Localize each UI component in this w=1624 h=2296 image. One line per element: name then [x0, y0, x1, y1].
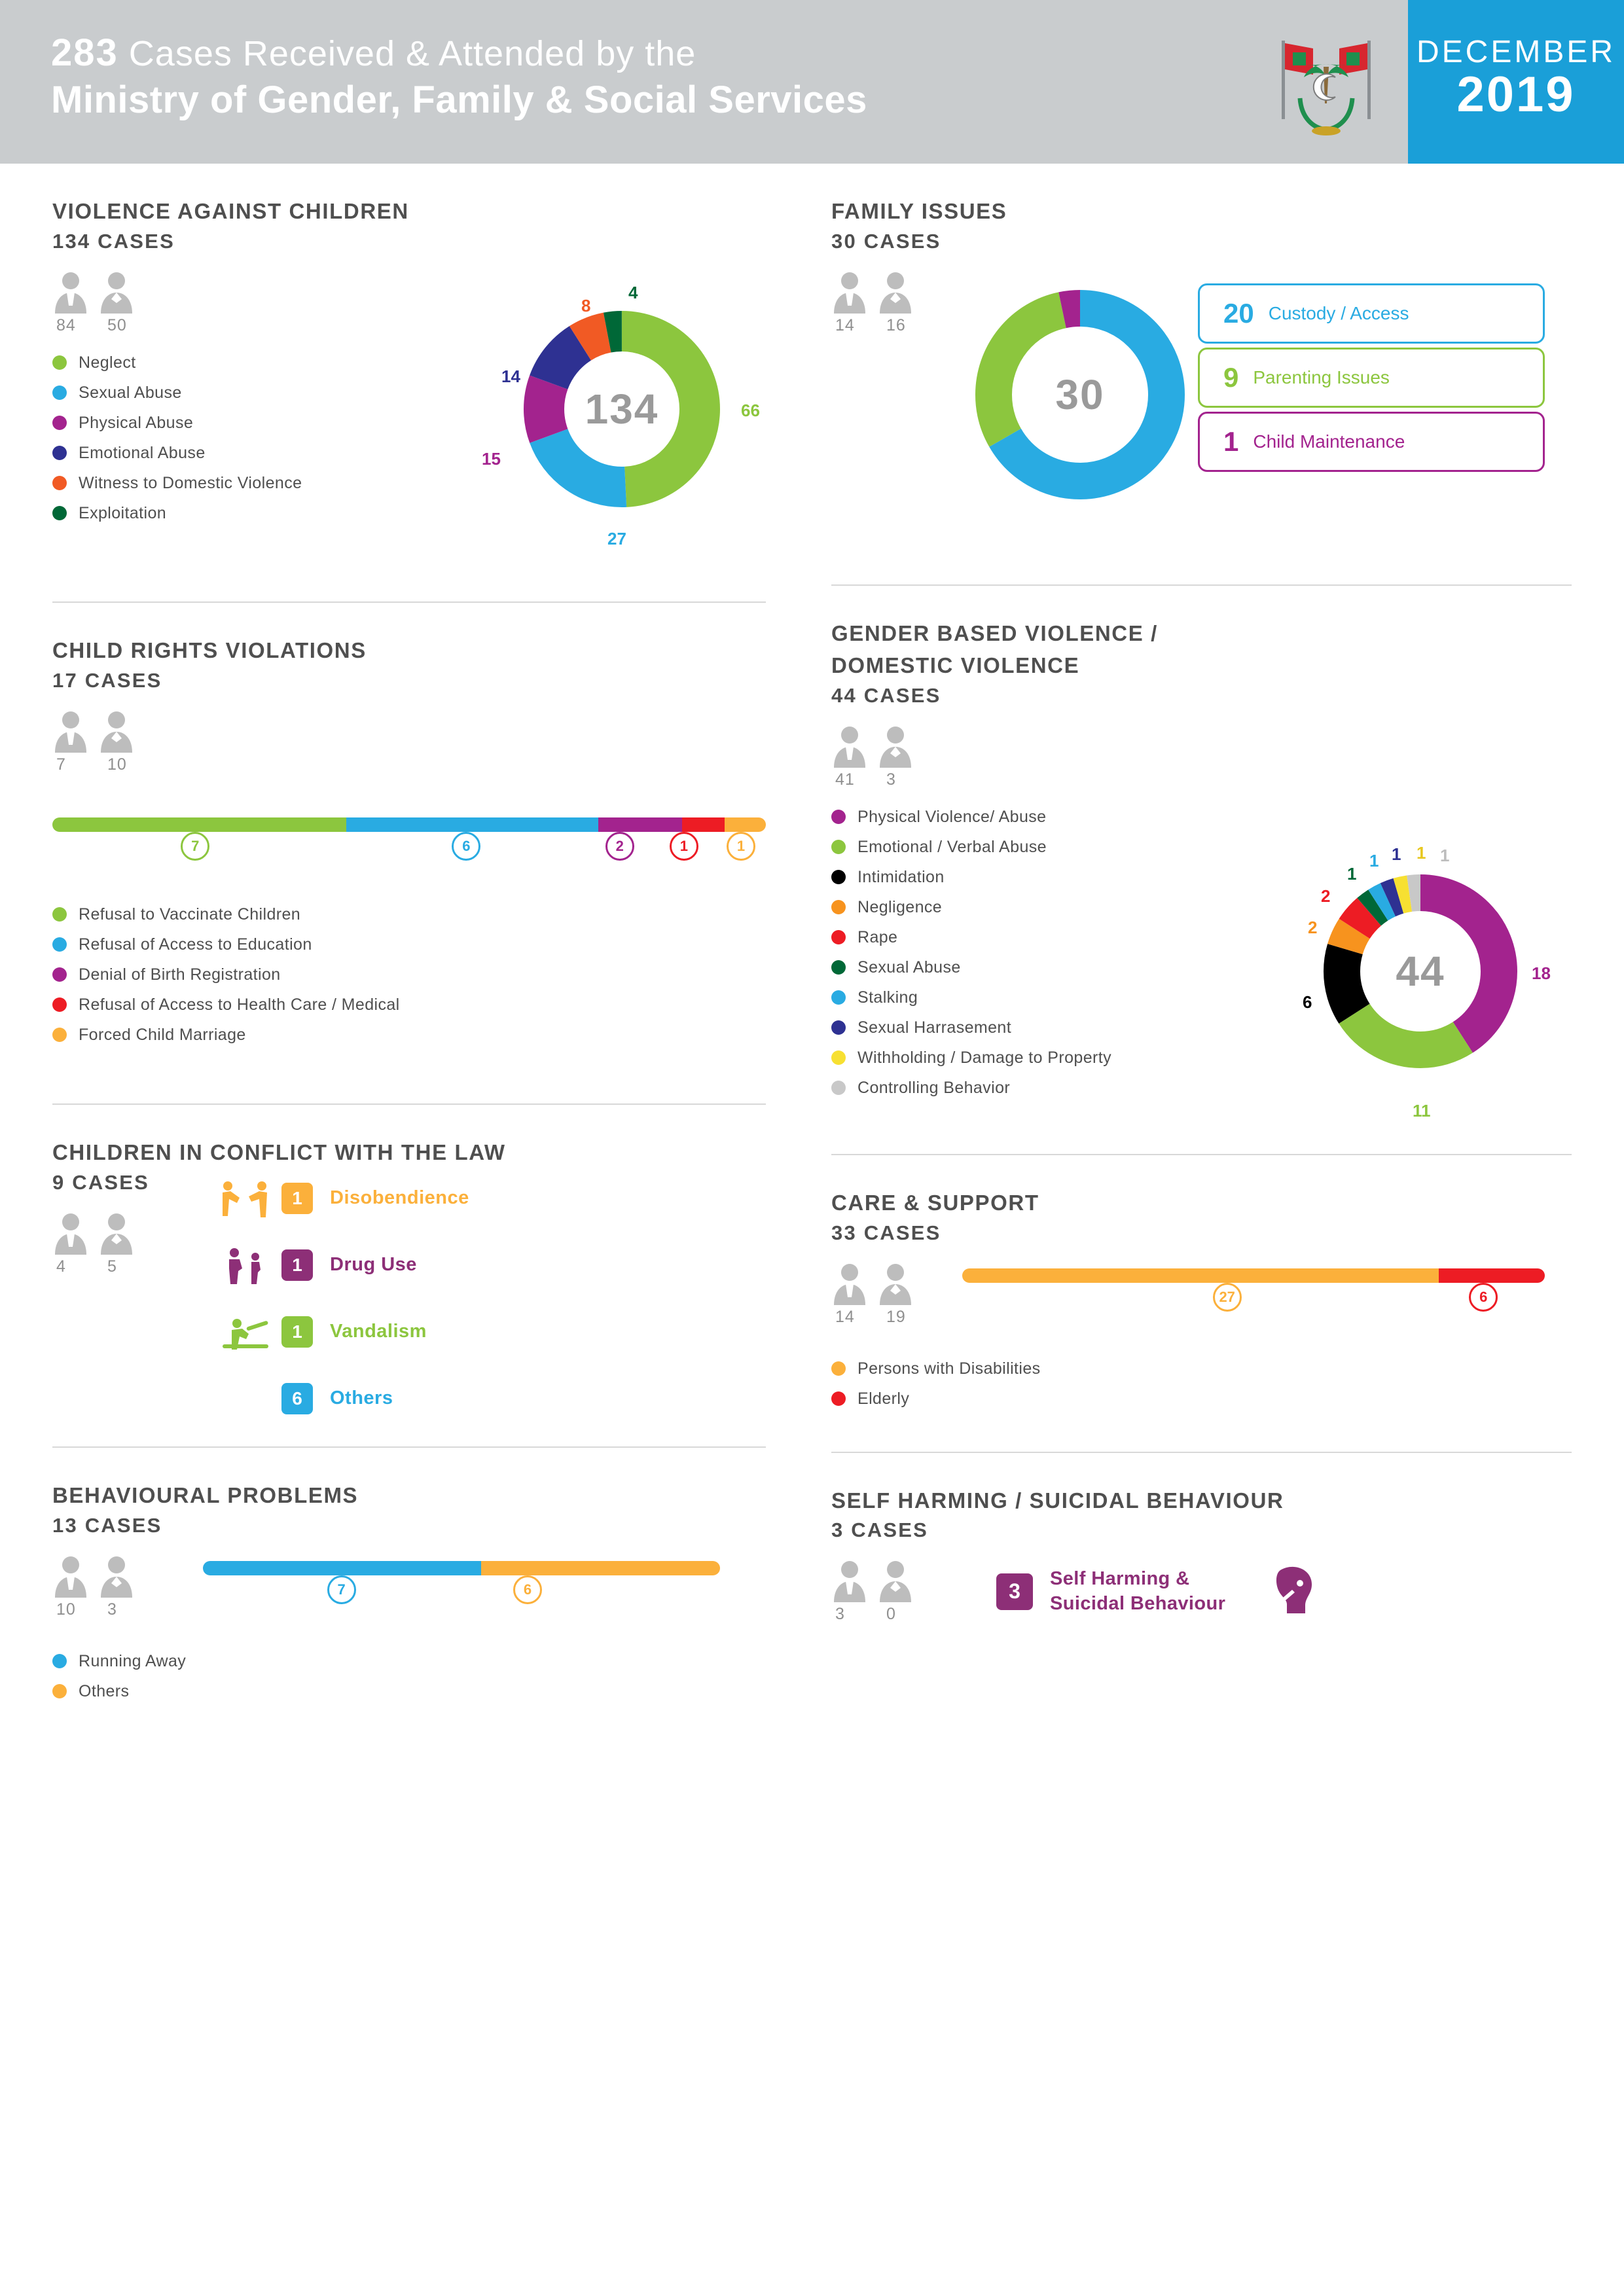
legend-color-dot	[831, 900, 846, 914]
conflict-label: Disobendience	[330, 1187, 469, 1209]
gender-breakdown	[52, 709, 766, 774]
female-count: 19	[886, 1307, 906, 1326]
male-count: 10	[56, 1600, 76, 1619]
legend-label: Refusal to Vaccinate Children	[79, 905, 301, 924]
callout-count: 9	[1223, 361, 1239, 393]
legend-color-dot	[52, 506, 67, 520]
gender-breakdown	[831, 725, 1572, 789]
legend-item	[52, 996, 766, 1014]
section-title: FAMILY ISSUES	[831, 199, 1007, 223]
legend-item	[52, 1652, 766, 1671]
male-count: 84	[56, 315, 76, 334]
male-icon	[52, 709, 89, 753]
divider	[831, 1154, 1572, 1155]
legend-label: Withholding / Damage to Property	[857, 1048, 1111, 1067]
legend-color-dot	[831, 870, 846, 884]
female-count: 16	[886, 315, 906, 334]
self-harm-count-badge: 3	[996, 1573, 1033, 1610]
legend-item	[52, 1682, 766, 1701]
callout-label: Custody / Access	[1268, 302, 1409, 323]
gbv-value-harassment: 1	[1392, 844, 1401, 864]
legend-label: Refusal of Access to Health Care / Medical	[79, 995, 400, 1014]
section-case-count: 13 CASES	[52, 1513, 162, 1537]
gbv-value-rape: 2	[1321, 886, 1331, 906]
family-callouts	[1198, 283, 1545, 476]
conflict-row-disobedience	[209, 1178, 766, 1219]
vandalism-icon	[209, 1312, 281, 1352]
legend-child-rights-violations	[52, 905, 766, 1045]
legend-item	[52, 965, 766, 984]
legend-label: Negligence	[857, 897, 943, 916]
no-icon	[209, 1378, 281, 1419]
section-family-issues	[831, 198, 1572, 578]
divider	[52, 1446, 766, 1448]
legend-color-dot	[831, 1020, 846, 1035]
bar-value-running-away: 7	[327, 1575, 356, 1604]
legend-label: Witness to Domestic Violence	[79, 473, 302, 492]
female-icon	[877, 725, 914, 768]
legend-label: Denial of Birth Registration	[79, 965, 281, 984]
legend-color-dot	[831, 840, 846, 854]
bar-value-education: 6	[452, 832, 480, 861]
legend-item	[52, 1026, 766, 1045]
callout-count: 1	[1223, 425, 1239, 457]
section-gender-based-violence	[831, 620, 1572, 1121]
bar-value-birth-registration: 2	[605, 832, 634, 861]
divider	[52, 601, 766, 603]
section-title: SELF HARMING / SUICIDAL BEHAVIOUR	[831, 1488, 1284, 1513]
legend-color-dot	[52, 386, 67, 400]
section-self-harming	[831, 1487, 1572, 1624]
female-icon	[98, 709, 135, 753]
vac-value-witness-dv: 8	[581, 295, 591, 315]
vac-donut-total: 134	[585, 385, 659, 433]
divider	[831, 584, 1572, 586]
section-behavioural-problems	[52, 1482, 766, 1701]
gbv-value-controlling: 1	[1440, 845, 1450, 865]
legend-color-dot	[831, 1391, 846, 1406]
legend-color-dot	[831, 930, 846, 944]
legend-color-dot	[52, 1028, 67, 1042]
legend-label: Sexual Abuse	[857, 958, 961, 977]
legend-color-dot	[52, 446, 67, 460]
legend-color-dot	[52, 937, 67, 952]
male-icon	[831, 1262, 868, 1305]
bar-segment-child-marriage	[725, 817, 766, 832]
section-title: CHILD RIGHTS VIOLATIONS	[52, 637, 367, 662]
fighting-icon	[209, 1178, 281, 1219]
legend-color-dot	[52, 1654, 67, 1668]
male-count: 41	[835, 770, 855, 789]
section-title: VIOLENCE AGAINST CHILDREN	[52, 199, 409, 223]
male-count: 14	[835, 1307, 855, 1326]
male-count: 3	[835, 1605, 845, 1624]
self-harm-label	[1050, 1567, 1225, 1616]
self-harm-label-line2: Suicidal Behaviour	[1050, 1592, 1226, 1614]
callout-child-maintenance	[1198, 412, 1545, 472]
legend-color-dot	[831, 960, 846, 975]
gbv-donut-total: 44	[1396, 947, 1445, 995]
self-harm-label-line1: Self Harming &	[1050, 1568, 1190, 1590]
bar-value-disabilities: 27	[1213, 1283, 1242, 1312]
bar-value-others: 6	[513, 1575, 542, 1604]
legend-color-dot	[52, 967, 67, 982]
vac-value-exploitation: 4	[628, 282, 638, 302]
legend-color-dot	[831, 1081, 846, 1095]
gbv-value-property: 1	[1416, 842, 1426, 863]
legend-color-dot	[52, 1684, 67, 1698]
right-column	[818, 198, 1624, 1712]
section-case-count: 30 CASES	[831, 229, 941, 253]
male-count: 7	[56, 755, 66, 774]
section-title: BEHAVIOURAL PROBLEMS	[52, 1482, 359, 1507]
care-bar-chart	[962, 1268, 1545, 1327]
gbv-value-stalking: 1	[1369, 850, 1379, 870]
gbv-value-intimidation: 6	[1303, 992, 1312, 1012]
legend-label: Sexual Abuse	[79, 383, 182, 402]
bar-segment-vaccinate	[52, 817, 346, 832]
header-title-block	[0, 0, 1244, 164]
legend-item	[831, 1359, 1572, 1378]
female-icon	[98, 270, 135, 314]
family-donut-chart	[949, 264, 1211, 526]
legend-color-dot	[52, 907, 67, 922]
conflict-count-badge: 1	[281, 1183, 313, 1214]
male-icon	[52, 270, 89, 314]
legend-label: Exploitation	[79, 503, 167, 522]
bar-value-elderly: 6	[1469, 1283, 1498, 1312]
bar-value-child-marriage: 1	[727, 832, 755, 861]
gbv-value-physical: 18	[1532, 963, 1551, 983]
section-children-conflict-law	[52, 1139, 766, 1419]
legend-label: Emotional / Verbal Abuse	[857, 837, 1047, 856]
conflict-label: Drug Use	[330, 1254, 417, 1276]
section-case-count: 44 CASES	[831, 683, 941, 707]
divider	[52, 1103, 766, 1105]
legend-color-dot	[52, 416, 67, 430]
female-icon	[877, 270, 914, 314]
conflict-rows	[209, 1178, 766, 1419]
bar-value-vaccinate: 7	[181, 832, 209, 861]
legend-item	[52, 935, 766, 954]
conflict-count-badge: 6	[281, 1383, 313, 1414]
female-count: 5	[107, 1257, 117, 1276]
legend-label: Neglect	[79, 353, 136, 372]
legend-label: Refusal of Access to Education	[79, 935, 312, 954]
self-harm-head-icon	[1271, 1564, 1317, 1619]
female-icon	[98, 1211, 135, 1255]
bar-segment-disabilities	[962, 1268, 1439, 1283]
section-title-line2: DOMESTIC VIOLENCE	[831, 653, 1080, 677]
female-icon	[877, 1262, 914, 1305]
divider	[831, 1452, 1572, 1453]
family-donut-total: 30	[1055, 370, 1105, 418]
conflict-count-badge: 1	[281, 1316, 313, 1348]
legend-label: Intimidation	[857, 867, 945, 886]
header-line-1-text: Cases Received & Attended by the	[128, 34, 696, 73]
legend-color-dot	[831, 1050, 846, 1065]
male-icon	[831, 725, 868, 768]
vac-value-sexual-abuse: 27	[607, 528, 626, 548]
legend-item	[831, 1390, 1572, 1408]
legend-label: Persons with Disabilities	[857, 1359, 1041, 1378]
bar-segment-education	[346, 817, 598, 832]
section-title: CARE & SUPPORT	[831, 1190, 1039, 1215]
left-column	[0, 198, 818, 1712]
legend-label: Running Away	[79, 1651, 187, 1670]
maldives-emblem-icon	[1244, 0, 1408, 164]
conflict-row-others	[209, 1378, 766, 1419]
male-icon	[831, 1559, 868, 1602]
callout-count: 20	[1223, 297, 1254, 329]
female-icon	[98, 1554, 135, 1598]
male-count: 4	[56, 1257, 66, 1276]
legend-label: Stalking	[857, 988, 918, 1007]
page-header	[0, 0, 1624, 164]
crv-bar-chart	[52, 817, 766, 876]
legend-label: Sexual Harrasement	[857, 1018, 1012, 1037]
vac-value-emotional-abuse: 14	[501, 366, 520, 386]
section-case-count: 3 CASES	[831, 1518, 929, 1542]
gbv-value-sexual-abuse: 1	[1347, 863, 1357, 884]
callout-parenting-issues	[1198, 348, 1545, 408]
female-count: 0	[886, 1605, 896, 1624]
header-line-1	[51, 30, 1244, 77]
male-icon	[52, 1554, 89, 1598]
vac-value-neglect: 66	[741, 400, 760, 420]
female-count: 3	[107, 1600, 117, 1619]
callout-label: Parenting Issues	[1253, 367, 1390, 387]
section-care-support	[831, 1189, 1572, 1408]
female-count: 3	[886, 770, 896, 789]
female-count: 10	[107, 755, 127, 774]
legend-label: Rape	[857, 927, 898, 946]
main-content	[0, 164, 1624, 1712]
legend-label: Physical Violence/ Abuse	[857, 807, 1047, 826]
conflict-label: Others	[330, 1388, 393, 1409]
legend-color-dot	[831, 810, 846, 824]
gbv-value-negligence: 2	[1308, 917, 1318, 937]
gbv-value-emotional: 11	[1413, 1100, 1431, 1121]
drug-use-icon	[209, 1245, 281, 1285]
bar-segment-health-care	[682, 817, 724, 832]
total-cases-count: 283	[51, 31, 118, 74]
section-case-count: 134 CASES	[52, 229, 175, 253]
section-title: GENDER BASED VIOLENCE /	[831, 620, 1158, 645]
bp-bar-chart	[203, 1561, 720, 1620]
legend-label: Physical Abuse	[79, 413, 194, 432]
conflict-count-badge: 1	[281, 1249, 313, 1281]
bar-segment-running-away	[203, 1561, 481, 1575]
callout-custody-access	[1198, 283, 1545, 344]
section-case-count: 33 CASES	[831, 1221, 941, 1244]
bar-segment-others	[481, 1561, 720, 1575]
legend-color-dot	[52, 997, 67, 1012]
legend-label: Emotional Abuse	[79, 443, 206, 462]
male-icon	[831, 270, 868, 314]
bar-segment-birth-registration	[598, 817, 683, 832]
legend-label: Elderly	[857, 1389, 910, 1408]
legend-color-dot	[52, 355, 67, 370]
female-count: 50	[107, 315, 127, 334]
section-child-rights-violations	[52, 637, 766, 1045]
legend-item	[52, 905, 766, 924]
section-violence-against-children	[52, 198, 766, 548]
legend-color-dot	[831, 1361, 846, 1376]
report-month: DECEMBER	[1416, 35, 1616, 69]
conflict-row-vandalism	[209, 1312, 766, 1352]
callout-label: Child Maintenance	[1253, 431, 1405, 452]
legend-color-dot	[52, 476, 67, 490]
report-year: 2019	[1456, 67, 1576, 122]
conflict-label: Vandalism	[330, 1321, 427, 1342]
legend-care-support	[831, 1359, 1572, 1408]
gbv-donut-chart	[1224, 801, 1591, 1141]
date-badge	[1408, 0, 1624, 164]
section-case-count: 9 CASES	[52, 1170, 150, 1194]
vac-value-physical-abuse: 15	[482, 448, 501, 469]
legend-label: Controlling Behavior	[857, 1078, 1011, 1097]
legend-color-dot	[831, 990, 846, 1005]
legend-behavioural-problems	[52, 1652, 766, 1701]
vac-donut-chart	[439, 255, 805, 563]
female-icon	[877, 1559, 914, 1602]
male-icon	[52, 1211, 89, 1255]
conflict-row-drug-use	[209, 1245, 766, 1285]
self-harm-row	[831, 1559, 1572, 1624]
bar-segment-elderly	[1439, 1268, 1545, 1283]
male-count: 14	[835, 315, 855, 334]
gender-breakdown	[831, 1559, 918, 1624]
bar-value-health-care: 1	[670, 832, 698, 861]
legend-label: Others	[79, 1681, 130, 1700]
section-case-count: 17 CASES	[52, 668, 162, 692]
section-title: CHILDREN IN CONFLICT WITH THE LAW	[52, 1139, 506, 1164]
legend-label: Forced Child Marriage	[79, 1025, 246, 1044]
ministry-name: Ministry of Gender, Family & Social Services	[51, 78, 867, 121]
